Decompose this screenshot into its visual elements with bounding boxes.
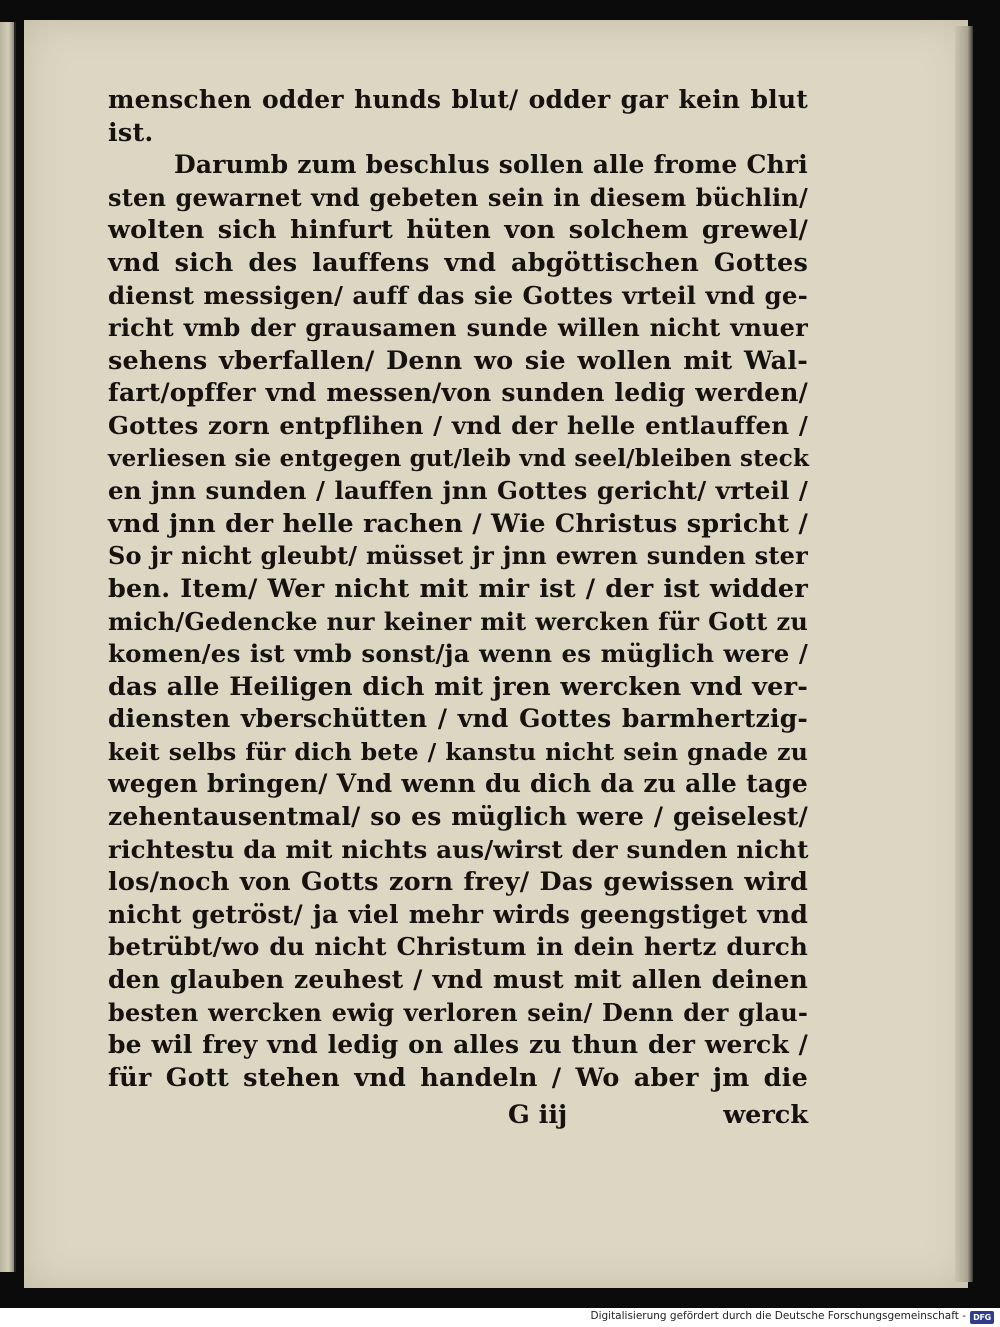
page-footer bbox=[108, 1100, 808, 1136]
text-line: richtestu da mit nichts aus/wirst der sunden nicht bbox=[108, 834, 809, 864]
text-line: dienst messigen/ auff das sie Gottes vrteil vnd ge- bbox=[108, 280, 808, 310]
text-line: den glauben zeuhest / vnd must mit allen deinen bbox=[108, 965, 808, 995]
page-text bbox=[108, 84, 808, 1094]
text-line: keit selbs für dich bete / kanstu nicht sein gnade zu bbox=[108, 737, 808, 766]
signature-mark: G iij bbox=[508, 1100, 568, 1130]
text-line: besten wercken ewig verloren sein/ Denn der glau- bbox=[108, 997, 808, 1027]
dfg-logo: DFG bbox=[970, 1311, 994, 1324]
text-line: Gottes zorn entpflihen / vnd der helle entlauffen / bbox=[108, 410, 808, 440]
text-line: fart/opffer vnd messen/von sunden ledig werden/ bbox=[108, 378, 808, 408]
text-line: zehentausentmal/ so es müglich were / geiselest/ bbox=[108, 802, 808, 832]
text-line: verliesen sie entgegen gut/leib vnd seel/bleiben steck bbox=[108, 444, 810, 472]
text-line: Darumb zum beschlus sollen alle frome Chri bbox=[174, 150, 808, 180]
text-line: vnd jnn der helle rachen / Wie Christus spricht / bbox=[108, 508, 808, 539]
credit-bar bbox=[0, 1308, 1000, 1327]
text-line: nicht getröst/ ja viel mehr wirds geengstiget vnd bbox=[108, 899, 808, 929]
text-line: komen/es ist vmb sonst/ja wenn es müglich were / bbox=[108, 639, 808, 669]
text-line: menschen odder hunds blut/ odder gar kein blut bbox=[108, 85, 808, 114]
text-line: betrübt/wo du nicht Christum in dein hertz durch bbox=[108, 932, 808, 962]
text-line: richt vmb der grausamen sunde willen nicht vnuer bbox=[108, 313, 808, 343]
text-line: So jr nicht gleubt/ müsset jr jnn ewren sunden ster bbox=[108, 541, 808, 571]
funding-credit: Digitalisierung gefördert durch die Deutsche Forschungsgemeinschaft - bbox=[590, 1310, 966, 1322]
text-line: en jnn sunden / lauffen jnn Gottes gericht/ vrteil / bbox=[108, 476, 808, 506]
text-line: mich/Gedencke nur keiner mit wercken für Gott zu bbox=[108, 606, 808, 636]
text-line: sten gewarnet vnd gebeten sein in diesem büchlin/ bbox=[108, 182, 808, 212]
text-line: ist. bbox=[108, 117, 154, 148]
text-line: vnd sich des lauffens vnd abgöttischen Gottes bbox=[108, 247, 808, 278]
text-line: ben. Item/ Wer nicht mit mir ist / der ist widder bbox=[108, 573, 808, 604]
text-line: wegen bringen/ Vnd wenn du dich da zu alle tage bbox=[108, 769, 808, 799]
page-stack-edge bbox=[955, 26, 973, 1282]
text-line: das alle Heiligen dich mit jren wercken vnd ver- bbox=[108, 671, 808, 702]
text-line: diensten vberschütten / vnd Gottes barmhertzig- bbox=[108, 704, 808, 734]
text-line: sehens vberfallen/ Denn wo sie wollen mit Wal- bbox=[108, 345, 808, 376]
text-line: los/noch von Gotts zorn frey/ Das gewissen wird bbox=[108, 867, 808, 898]
previous-page-edge bbox=[0, 22, 16, 1272]
catchword: werck bbox=[723, 1100, 808, 1130]
text-line: be wil frey vnd ledig on alles zu thun der werck / bbox=[108, 1030, 808, 1060]
text-line: für Gott stehen vnd handeln / Wo aber jm die bbox=[108, 1062, 808, 1093]
text-line: wolten sich hinfurt hüten von solchem grewel/ bbox=[108, 215, 808, 246]
